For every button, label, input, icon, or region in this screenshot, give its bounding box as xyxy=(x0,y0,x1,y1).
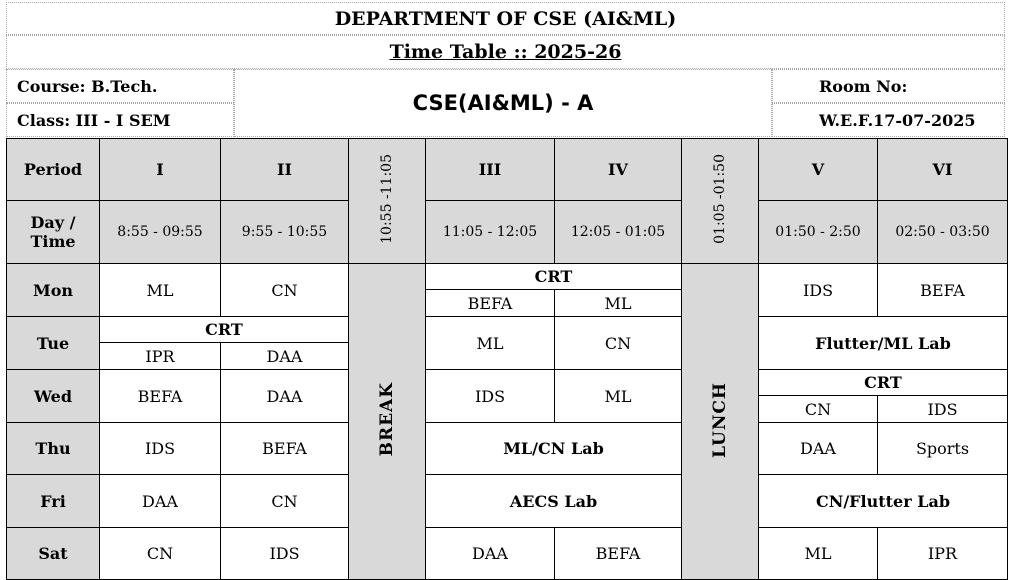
period-time: 01:50 - 2:50 xyxy=(759,201,878,264)
timetable-grid xyxy=(6,138,1008,580)
period-label: Period xyxy=(7,139,100,201)
subject-cell: DAA xyxy=(759,423,878,475)
period-row xyxy=(7,139,1008,201)
day-label: Tue xyxy=(7,317,100,370)
course-label: Course: B.Tech. xyxy=(6,69,234,103)
subject-cell: BEFA xyxy=(878,264,1008,317)
lab-cell: CN/Flutter Lab xyxy=(759,475,1008,528)
period-time: 11:05 - 12:05 xyxy=(426,201,555,264)
day-label: Fri xyxy=(7,475,100,528)
subject-cell: IDS xyxy=(759,264,878,317)
table-row xyxy=(7,475,1008,502)
subject-cell: CN xyxy=(555,317,682,370)
period-heading: IV xyxy=(555,139,682,201)
period-heading: V xyxy=(759,139,878,201)
table-row xyxy=(7,317,1008,343)
subject-cell: ML xyxy=(759,528,878,580)
break-time: 10:55 -11:05 xyxy=(379,154,395,244)
subject-cell: IDS xyxy=(221,528,349,580)
subject-cell: CN xyxy=(759,396,878,423)
table-row xyxy=(7,264,1008,290)
subject-cell: ML xyxy=(555,370,682,423)
lab-cell: ML/CN Lab xyxy=(426,423,682,475)
table-row xyxy=(7,528,1008,554)
period-time: 8:55 - 09:55 xyxy=(100,201,221,264)
period-time: 12:05 - 01:05 xyxy=(555,201,682,264)
time-row xyxy=(7,201,1008,264)
table-row xyxy=(7,370,1008,396)
break-time-cell xyxy=(349,139,426,264)
department-title: DEPARTMENT OF CSE (AI&ML) xyxy=(6,2,1005,35)
subject-cell: DAA xyxy=(100,475,221,528)
subject-cell: CN xyxy=(221,475,349,528)
subject-cell: IDS xyxy=(100,423,221,475)
crt-cell: CRT xyxy=(426,264,682,290)
subject-cell: BEFA xyxy=(426,290,555,317)
lunch-label: LUNCH xyxy=(710,381,730,458)
crt-cell: CRT xyxy=(759,370,1008,396)
period-time: 9:55 - 10:55 xyxy=(221,201,349,264)
timetable-year-title xyxy=(6,35,1005,69)
subject-cell: IDS xyxy=(878,396,1008,423)
subject-cell: DAA xyxy=(426,528,555,580)
subject-cell: DAA xyxy=(221,343,349,370)
subject-cell: CN xyxy=(100,528,221,580)
lunch-time-cell xyxy=(682,139,759,264)
class-label: Class: III - I SEM xyxy=(6,103,234,137)
lab-cell: Flutter/ML Lab xyxy=(759,317,1008,370)
lunch-time: 01:05 -01:50 xyxy=(712,154,728,244)
period-heading: I xyxy=(100,139,221,201)
subject-cell: ML xyxy=(100,264,221,317)
wef-date: W.E.F.17-07-2025 xyxy=(772,103,1005,137)
period-heading: VI xyxy=(878,139,1008,201)
subject-cell: BEFA xyxy=(100,370,221,423)
table-row xyxy=(7,423,1008,449)
day-label: Mon xyxy=(7,264,100,317)
timetable-year-text: Time Table :: 2025-26 xyxy=(389,41,622,63)
subject-cell: CN xyxy=(221,264,349,317)
break-column xyxy=(349,264,426,580)
period-heading: II xyxy=(221,139,349,201)
subject-cell: Sports xyxy=(878,423,1008,475)
period-time: 02:50 - 03:50 xyxy=(878,201,1008,264)
lunch-column xyxy=(682,264,759,580)
subject-cell: IPR xyxy=(100,343,221,370)
section-title: CSE(AI&ML) - A xyxy=(234,69,772,137)
day-label: Sat xyxy=(7,528,100,580)
subject-cell: BEFA xyxy=(555,528,682,580)
subject-cell: DAA xyxy=(221,370,349,423)
room-label: Room No: xyxy=(772,69,1005,103)
day-label: Wed xyxy=(7,370,100,423)
subject-cell: IDS xyxy=(426,370,555,423)
day-label: Thu xyxy=(7,423,100,475)
subject-cell: IPR xyxy=(878,528,1008,580)
subject-cell: ML xyxy=(555,290,682,317)
crt-cell: CRT xyxy=(100,317,349,343)
subject-cell: ML xyxy=(426,317,555,370)
break-label: BREAK xyxy=(377,382,397,457)
day-time-label: Day / Time xyxy=(7,201,100,264)
lab-cell: AECS Lab xyxy=(426,475,682,528)
subject-cell: BEFA xyxy=(221,423,349,475)
period-heading: III xyxy=(426,139,555,201)
